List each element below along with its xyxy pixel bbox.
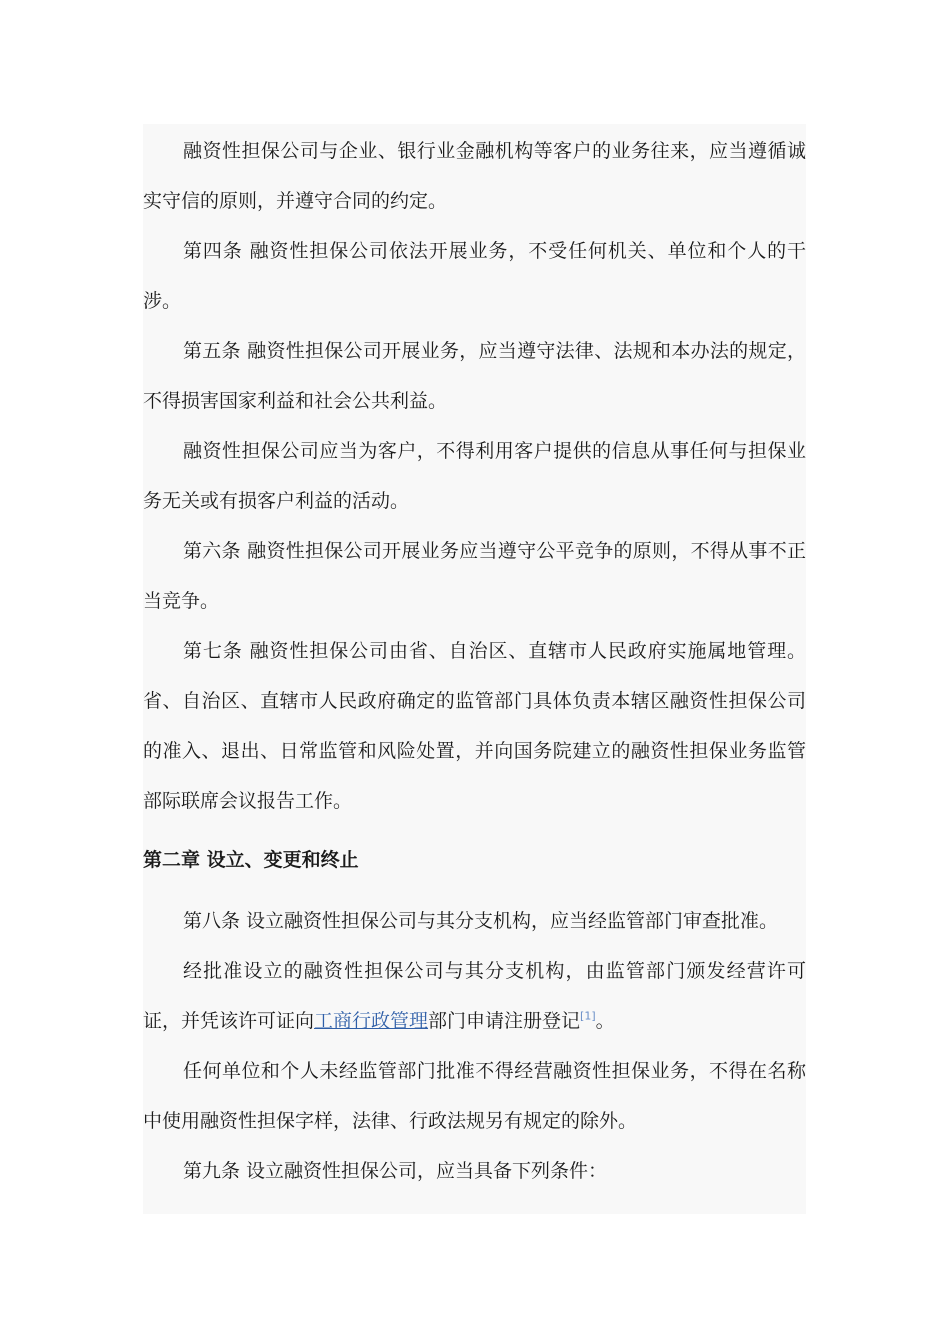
chapter-heading: 第二章 设立、变更和终止 bbox=[143, 849, 359, 871]
paragraph-article-8: 第八条 设立融资性担保公司与其分支机构，应当经监管部门审查批准。 bbox=[183, 910, 779, 932]
paragraph-article-7: 第七条 融资性担保公司由省、自治区、直辖市人民政府实施属地管理。省、自治区、直辖市人民政府确定的监管部门具体负责本辖区融资性担保公司的准入、退出、日常监管和风险处置，并向国务院建立的融资性担保业务监管部际联席会议报告工作。 bbox=[143, 640, 806, 812]
paragraph-article-9: 第九条 设立融资性担保公司，应当具备下列条件： bbox=[183, 1160, 608, 1182]
paragraph-article-4: 第四条 融资性担保公司依法开展业务，不受任何机关、单位和个人的干涉。 bbox=[143, 240, 806, 312]
approval-text-end: 。 bbox=[595, 1010, 615, 1032]
paragraph-article-6: 第六条 融资性担保公司开展业务应当遵守公平竞争的原则，不得从事不正当竞争。 bbox=[143, 540, 806, 612]
paragraph-client-dealings: 融资性担保公司与企业、银行业金融机构等客户的业务往来，应当遵循诚实守信的原则，并遵守合同的约定。 bbox=[143, 140, 806, 212]
paragraph-approval-registration bbox=[143, 946, 806, 1046]
footnote-reference-link[interactable]: [1] bbox=[580, 1009, 596, 1023]
paragraph-article-5: 第五条 融资性担保公司开展业务，应当遵守法律、法规和本办法的规定，不得损害国家利益和社会公共利益。 bbox=[143, 340, 806, 412]
approval-text-before-link: 经批准设立的融资性担保公司与其分支机构，由监管部门颁发经营许可证，并凭该许可证向 bbox=[143, 960, 806, 1032]
industry-commerce-admin-link[interactable]: 工商行政管理 bbox=[314, 1010, 429, 1032]
paragraph-client-info: 融资性担保公司应当为客户，不得利用客户提供的信息从事任何与担保业务无关或有损客户利益的活动。 bbox=[143, 440, 806, 512]
document-body bbox=[143, 124, 806, 1196]
approval-text-after-link: 部门申请注册登记 bbox=[428, 1010, 581, 1032]
paragraph-unauthorized-operation: 任何单位和个人未经监管部门批准不得经营融资性担保业务，不得在名称中使用融资性担保字样，法律、行政法规另有规定的除外。 bbox=[143, 1060, 806, 1132]
